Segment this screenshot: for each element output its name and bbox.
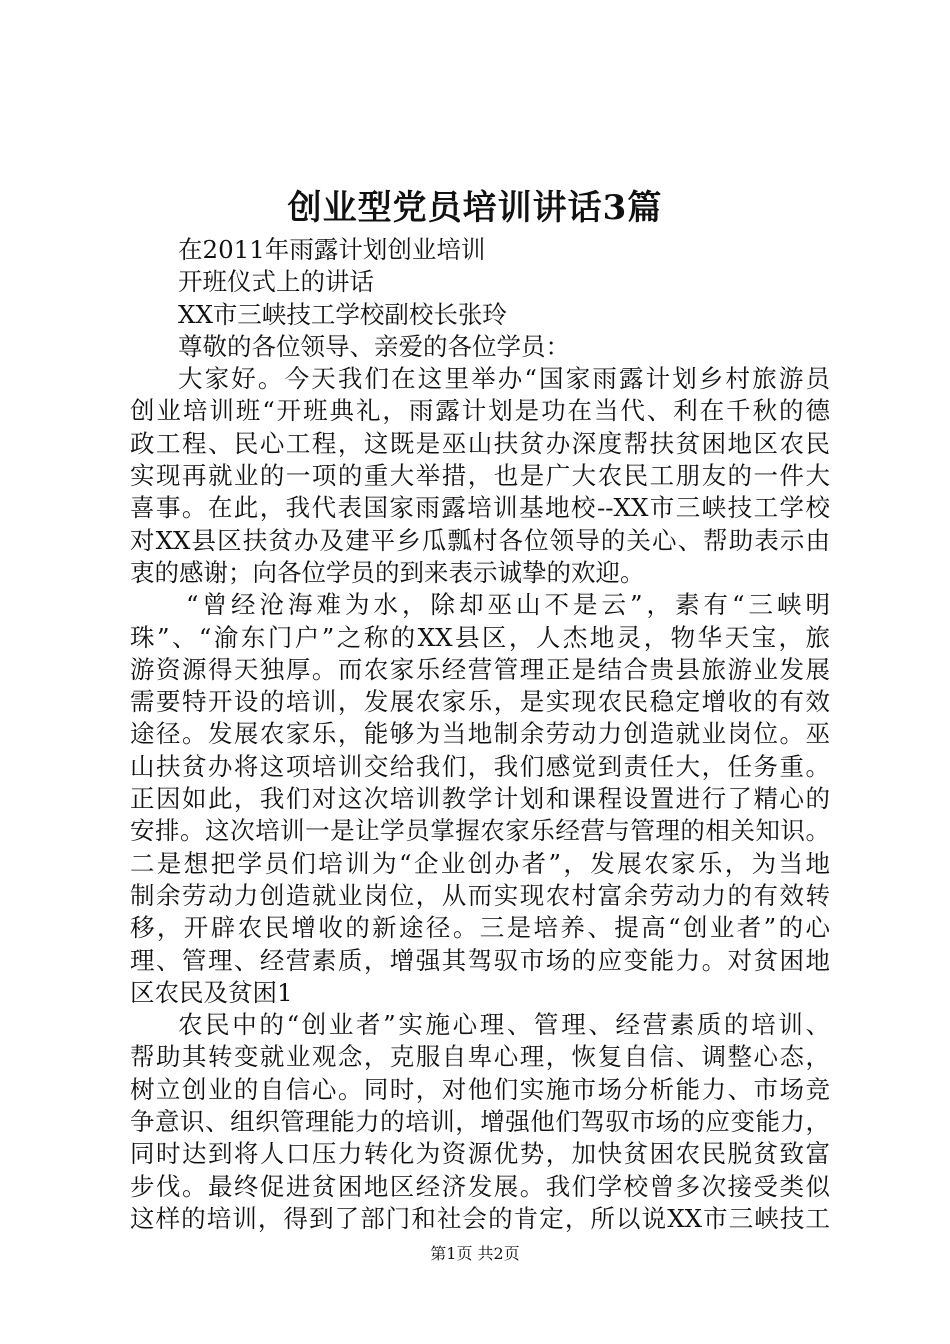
paragraph-line: 树立创业的自信心。同时，对他们实施市场分析能力、市场竞 bbox=[130, 1074, 830, 1104]
paragraph-line: 山扶贫办将这项培训交给我们，我们感觉到责任大，任务重。 bbox=[130, 751, 830, 781]
paragraph-line: 途径。发展农家乐，能够为当地制余劳动力创造就业岗位。巫 bbox=[130, 719, 830, 749]
paragraph-line: 制余劳动力创造就业岗位，从而实现农村富余劳动力的有效转 bbox=[130, 880, 830, 910]
paragraph-line: 移，开辟农民增收的新途径。三是培养、提高“创业者”的心 bbox=[130, 913, 830, 943]
paragraph-line: 区农民及贫困1 bbox=[130, 977, 293, 1007]
page-footer: 第1页 共2页 bbox=[430, 1244, 520, 1263]
paragraph-line: 步伐。最终促进贫困地区经济发展。我们学校曾多次接受类似 bbox=[130, 1171, 830, 1201]
paragraph-line: 这样的培训，得到了部门和社会的肯定，所以说XX市三峡技工 bbox=[130, 1203, 830, 1233]
document-body bbox=[130, 234, 830, 1235]
paragraph-line: 同时达到将人口压力转化为资源优势，加快贫困农民脱贫致富 bbox=[130, 1139, 830, 1169]
paragraph-line: 争意识、组织管理能力的培训，增强他们驾驭市场的应变能力， bbox=[130, 1107, 830, 1137]
header-line: 开班仪式上的讲话 bbox=[178, 267, 374, 297]
paragraph-line: 实现再就业的一项的重大举措，也是广大农民工朋友的一件大 bbox=[130, 461, 830, 491]
paragraph-line: 游资源得天独厚。而农家乐经营管理正是结合贵县旅游业发展 bbox=[130, 654, 830, 684]
paragraph-line: 正因如此，我们对这次培训教学计划和课程设置进行了精心的 bbox=[130, 784, 830, 814]
paragraph-line: 二是想把学员们培训为“企业创办者”，发展农家乐，为当地 bbox=[130, 848, 830, 878]
paragraph-line: 政工程、民心工程，这既是巫山扶贫办深度帮扶贫困地区农民 bbox=[130, 428, 830, 458]
paragraph-line: 理、管理、经营素质，增强其驾驭市场的应变能力。对贫困地 bbox=[130, 945, 830, 975]
paragraph-line: 农民中的“创业者”实施心理、管理、经营素质的培训、 bbox=[178, 1010, 830, 1040]
paragraph-line: 珠”、“渝东门户”之称的XX县区，人杰地灵，物华天宝，旅 bbox=[130, 622, 830, 652]
document-title: 创业型党员培训讲话3篇 bbox=[287, 188, 663, 228]
paragraph-line: 对XX县区扶贫办及建平乡瓜瓢村各位领导的关心、帮助表示由 bbox=[130, 525, 830, 555]
paragraph-line: 帮助其转变就业观念，克服自卑心理，恢复自信、调整心态， bbox=[130, 1042, 830, 1072]
paragraph-line: 创业培训班“开班典礼，雨露计划是功在当代、利在千秋的德 bbox=[130, 396, 830, 426]
salutation: 尊敬的各位领导、亲爱的各位学员： bbox=[178, 331, 570, 361]
paragraph-line: 喜事。在此，我代表国家雨露培训基地校--XX市三峡技工学校 bbox=[130, 493, 830, 523]
header-line: XX市三峡技工学校副校长张玲 bbox=[178, 299, 507, 329]
paragraph-line: “曾经沧海难为水，除却巫山不是云”，素有“三峡明 bbox=[186, 590, 830, 620]
paragraph-line: 安排。这次培训一是让学员掌握农家乐经营与管理的相关知识。 bbox=[130, 816, 830, 846]
paragraph-line: 衷的感谢；向各位学员的到来表示诚挚的欢迎。 bbox=[130, 557, 645, 587]
header-line: 在2011年雨露计划创业培训 bbox=[178, 235, 486, 264]
paragraph-line: 需要特开设的培训，发展农家乐，是实现农民稳定增收的有效 bbox=[130, 687, 830, 717]
paragraph-line: 大家好。今天我们在这里举办“国家雨露计划乡村旅游员 bbox=[178, 364, 830, 394]
